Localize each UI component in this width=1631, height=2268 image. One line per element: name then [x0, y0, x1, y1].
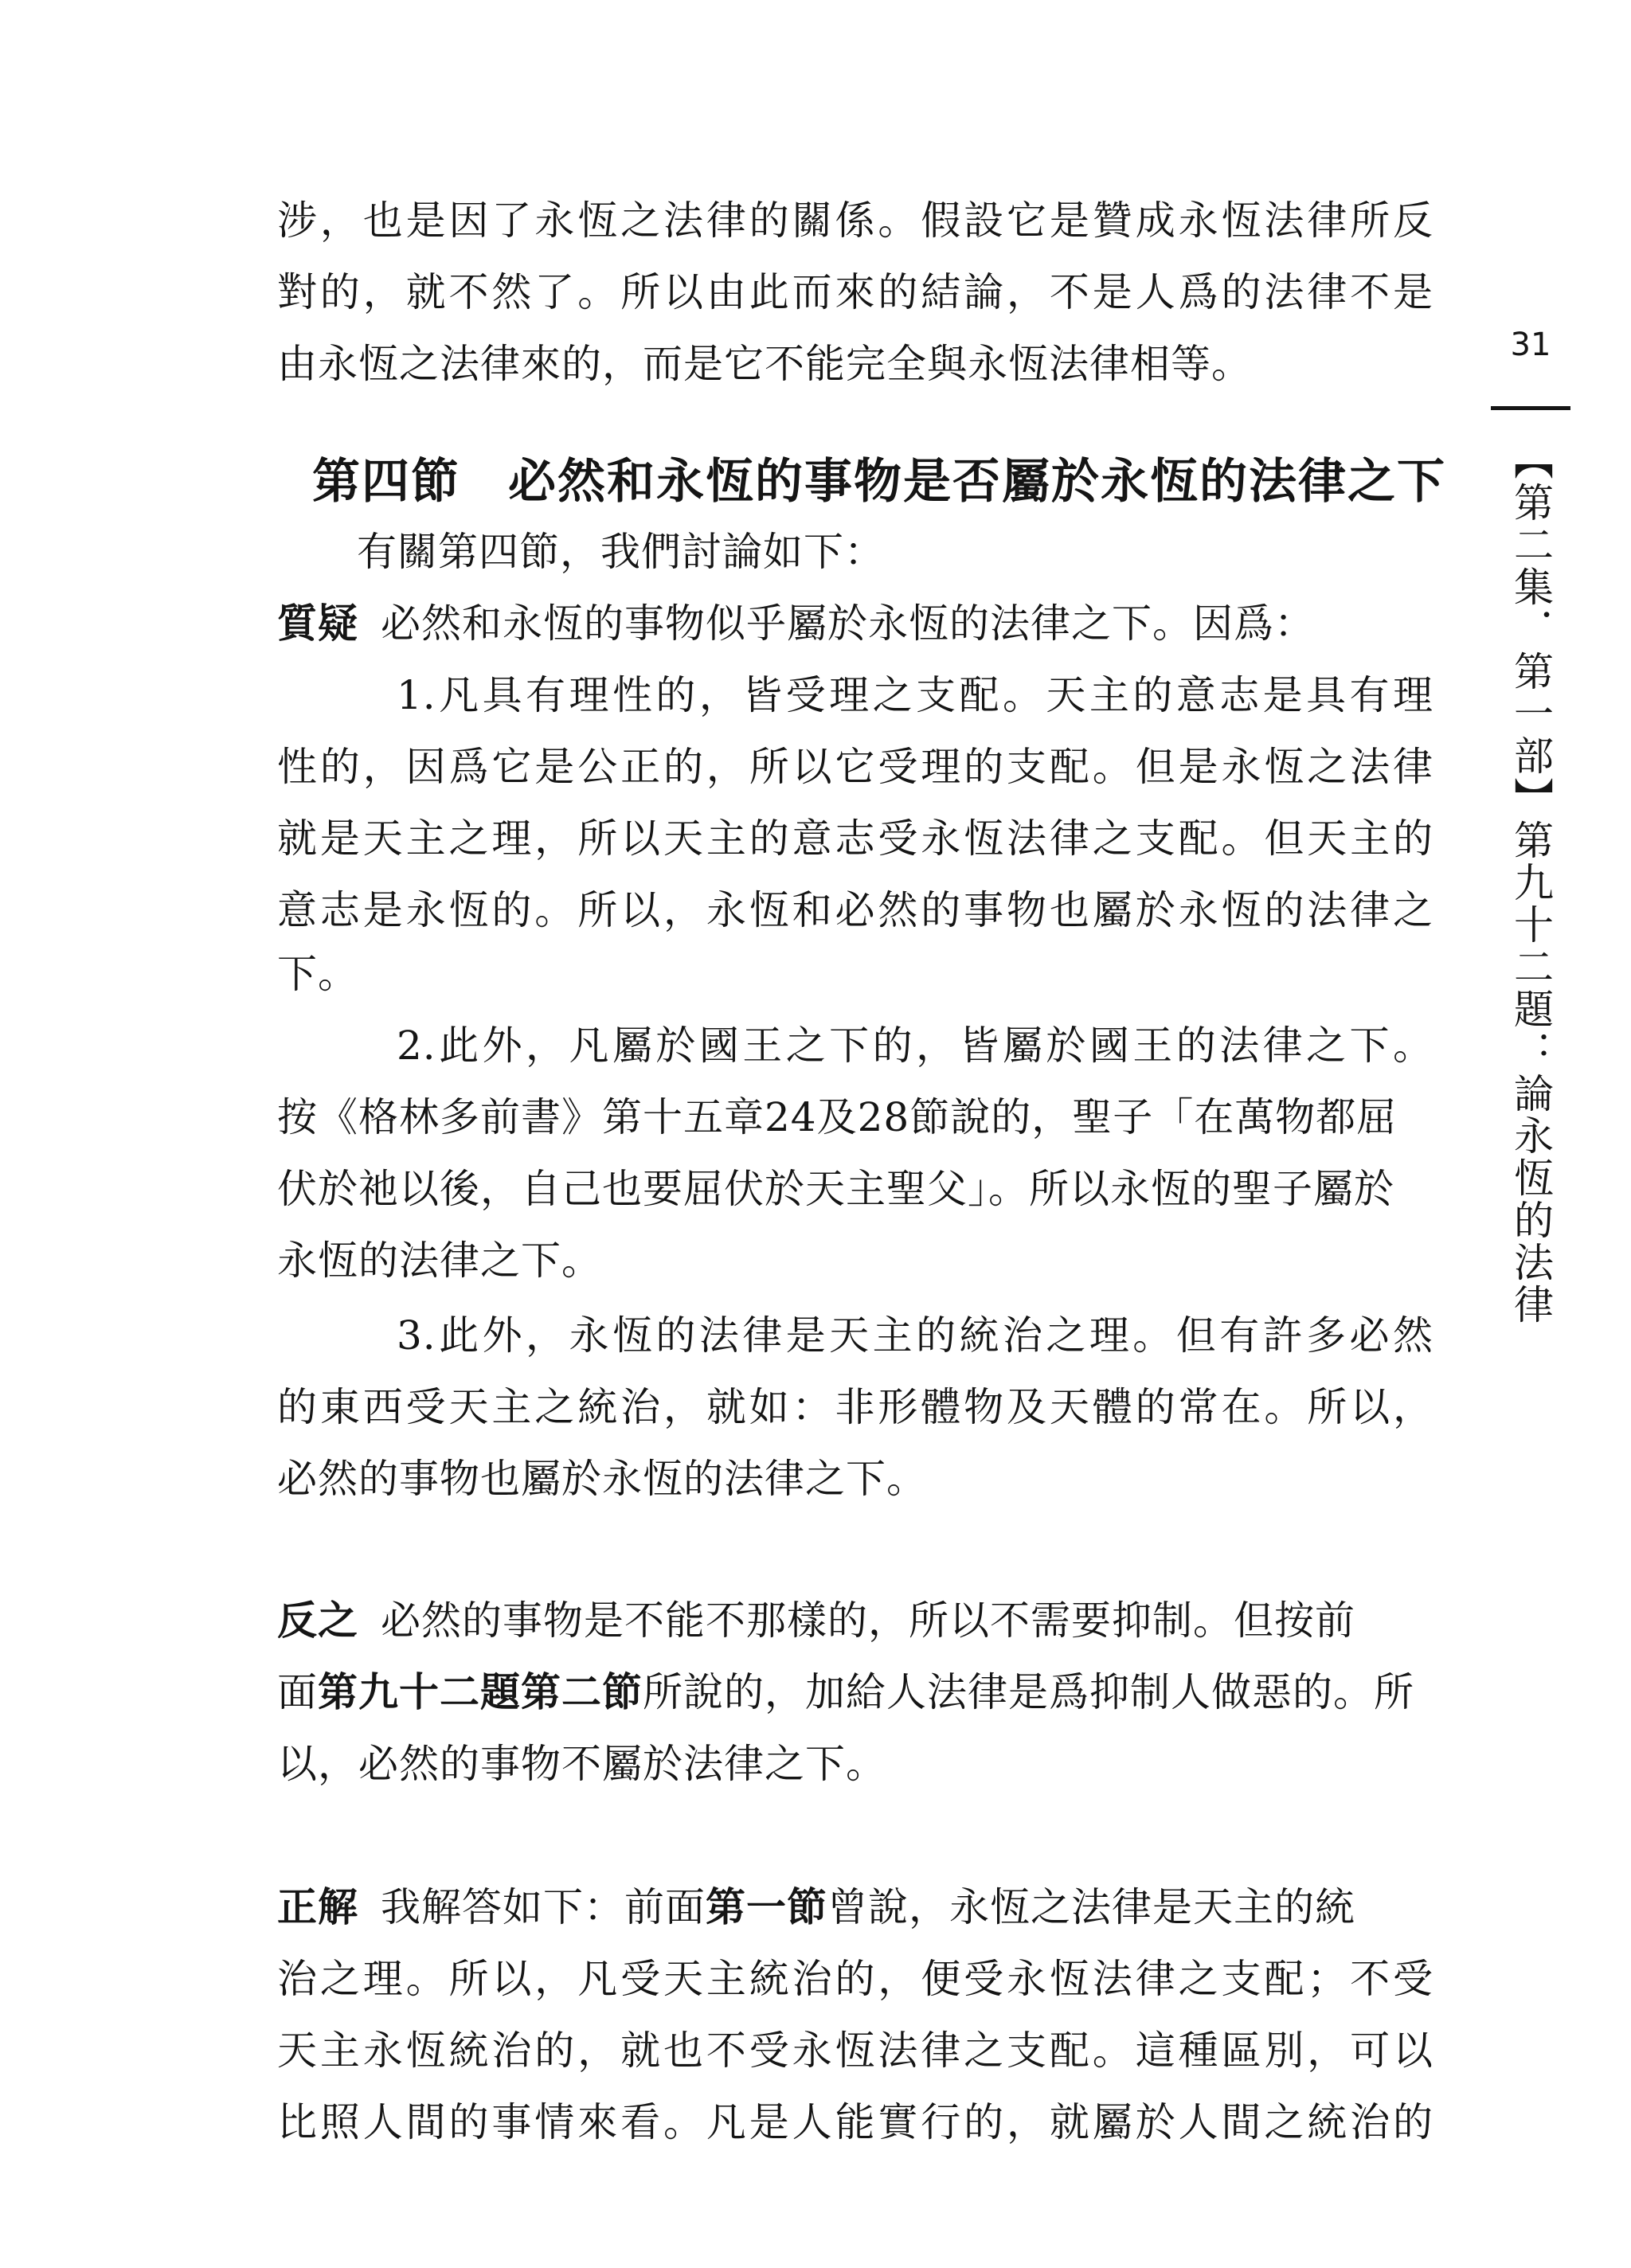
body-line: 比照人間的事情來看。凡是人能實行的，就屬於人間之統治的 — [277, 2099, 1433, 2145]
page-number: 31 — [1510, 327, 1551, 363]
contra-line — [277, 1585, 1433, 1656]
body-text: 按《格林多前書》第十五章24及28節說的，聖子「 — [277, 1094, 1195, 1140]
body-line: 1.凡具有理性的，皆受理之支配。天主的意志是具有理 — [397, 672, 1433, 718]
body-line: 治之理。所以，凡受天主統治的，便受永恆法律之支配；不受 — [277, 1956, 1433, 2002]
cross-reference: 第一節 — [706, 1884, 827, 1930]
body-line: 由永恆之法律來的，而是它不能完全與永恆法律相等。 — [277, 341, 1252, 387]
body-line: 的東西受天主之統治，就如：非形體物及天體的常在。所以， — [277, 1384, 1433, 1430]
cross-reference: 第九十二題第二節 — [318, 1669, 643, 1715]
section-title: 必然和永恆的事物是否屬於永恆的法律之下 — [508, 454, 1446, 510]
body-line — [277, 1081, 1433, 1153]
body-line: 3.此外，永恆的法律是天主的統治之理。但有許多必然 — [397, 1312, 1433, 1359]
body-line: 永恆的法律之下。 — [277, 1238, 602, 1284]
objection-text: 必然和永恆的事物似乎屬於永恆的法律之下。因爲： — [381, 600, 1315, 647]
objection-label: 質疑 — [277, 600, 358, 647]
body-text: 面 — [277, 1669, 318, 1715]
body-line: 天主永恆統治的，就也不受永恆法律之支配。這種區別，可以 — [277, 2028, 1433, 2074]
body-line — [277, 1153, 1433, 1225]
body-line: 意志是永恆的。所以，永恆和必然的事物也屬於永恆的法律之 — [277, 887, 1433, 933]
body-line: 性的，因爲它是公正的，所以它受理的支配。但是永恆之法律 — [277, 744, 1433, 790]
body-line: 必然的事物也屬於永恆的法律之下。 — [277, 1456, 927, 1502]
answer-line — [277, 1871, 1433, 1943]
body-text: 曾說，永恆之法律是天主的統 — [827, 1884, 1355, 1930]
header-rule — [1491, 406, 1570, 410]
body-text: 我解答如下：前面 — [381, 1884, 706, 1930]
scripture-quote: 在萬物都屈 — [1194, 1094, 1398, 1140]
contra-label: 反之 — [277, 1597, 358, 1644]
body-line: 對的，就不然了。所以由此而來的結論，不是人爲的法律不是 — [277, 269, 1433, 315]
section-heading — [312, 442, 1446, 522]
body-line — [277, 1656, 1433, 1728]
scripture-quote: 伏於祂以後，自己也要屈伏於天主聖父 — [277, 1166, 968, 1212]
body-line: 下。 — [277, 951, 358, 997]
body-line: 涉，也是因了永恆之法律的關係。假設它是贊成永恆法律所反 — [277, 197, 1433, 244]
body-line: 以，必然的事物不屬於法律之下。 — [277, 1741, 886, 1787]
body-line: 2.此外，凡屬於國王之下的，皆屬於國王的法律之下。 — [397, 1023, 1433, 1069]
body-text: 」。所以永恆的聖子屬於 — [968, 1166, 1394, 1212]
body-line: 就是天主之理，所以天主的意志受永恆法律之支配。但天主的 — [277, 815, 1433, 862]
running-header: 【第二集．第一部】第九十二題：論永恆的法律 — [1508, 440, 1554, 1326]
intro-line: 有關第四節，我們討論如下： — [357, 529, 885, 575]
section-number: 第四節 — [312, 454, 460, 510]
objection-line — [277, 588, 1433, 659]
answer-label: 正解 — [277, 1884, 358, 1930]
body-text: 所說的，加給人法律是爲抑制人做惡的。所 — [643, 1669, 1414, 1715]
contra-text: 必然的事物是不能不那樣的，所以不需要抑制。但按前 — [381, 1597, 1355, 1644]
